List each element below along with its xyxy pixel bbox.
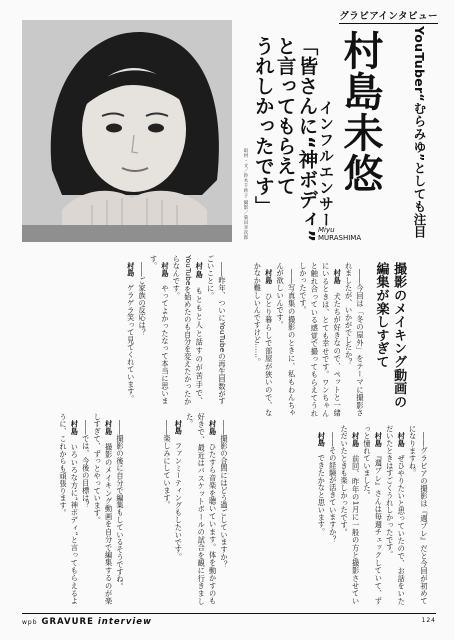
speaker-label: 村島 (104, 420, 114, 436)
body-paragraph (80, 413, 91, 605)
lead-line-1: 撮影のメイキング動画の (391, 262, 407, 409)
quote-line-3: うれしかったです」 (251, 36, 275, 216)
speaker-label: 村島 (264, 269, 274, 285)
body-paragraph (171, 255, 205, 405)
body-paragraph (58, 413, 81, 605)
subtitle: YouTuber“むらみゆ”としても注目 (412, 26, 427, 239)
paragraph-text: ――昨年、ついにYouTubeの再生回数がすごいことに。 (206, 255, 227, 405)
page-footer (22, 613, 436, 632)
body-text-block-5 (130, 413, 230, 605)
body-paragraph (362, 425, 385, 605)
footer-gravure: GRAVURE (41, 617, 94, 627)
footer-wpb: wpb (22, 619, 38, 626)
portrait-photo (22, 20, 232, 242)
body-paragraph (343, 262, 366, 417)
paragraph-text: 前回、昨年の1月に一般の方と撮影させていただいたときも楽しかったです。 (340, 425, 361, 605)
speaker-label: 村島 (333, 269, 343, 285)
body-paragraph (275, 262, 298, 417)
body-paragraph (115, 413, 126, 605)
body-paragraph (92, 413, 115, 605)
speaker-label: 村島 (374, 432, 384, 448)
paragraph-text: 撮影のメイキング動画を自分で編集するのが楽しすぎて、ずっとやっています。 (93, 413, 114, 605)
body-text-block-1 (234, 262, 366, 417)
paragraph-text: ――ご家族の反応は？ (138, 262, 148, 337)
body-text-block-4 (22, 413, 126, 605)
paragraph-text: 犬たちが好きなので、ペットと一緒にいるときは、とても幸せです。ワンちゃんと触れ合っている感覚で撮ってもらえてうれしかったです。 (298, 262, 343, 417)
speaker-label: 村島 (195, 262, 205, 280)
paragraph-text: ――では、今後の目標は？ (81, 420, 91, 509)
magazine-section-title (22, 617, 152, 627)
paragraph-text: ――今回は「冬の屋外」をテーマに撮影されましたが、いかがでしたか？ (344, 262, 365, 417)
paragraph-text: ――グラビアの撮影は『週プレ』だと今回が初めてになりますね。 (408, 425, 429, 605)
paragraph-text: できたかなと思います。 (317, 454, 327, 536)
paragraph-text: もともと人と話すのが苦手で、YouTubeを始めたのも自分を変えたかったからなんです。 (172, 255, 205, 405)
body-paragraph (252, 262, 275, 417)
romaji-first: Miyu (318, 226, 335, 234)
body-paragraph (162, 413, 173, 605)
paragraph-text: ――写真集の撮影のときに、私もわんちゃんが欲しいんです。 (276, 262, 297, 417)
romaji-last: MURASHIMA (318, 234, 362, 243)
speaker-label: 村島 (70, 420, 80, 436)
lead-line-2: 編集が楽しすぎて (373, 262, 389, 369)
paragraph-text: やってよかったなって本当に思います。 (149, 255, 170, 405)
romaji-name (318, 226, 378, 243)
speaker-label: 村島 (397, 432, 407, 448)
paragraph-text: ファンミーティングもしたいです。 (174, 442, 184, 561)
page-number: 124 (421, 617, 436, 624)
paragraph-text: ぜひやりたいと思っていたので、お話をいただいたときはすごくうれしかったです。 (385, 425, 407, 605)
headline-quote (252, 36, 317, 243)
body-paragraph (173, 413, 184, 605)
paragraph-text: ――撮影の後に自分で編集もしているそうですね。 (116, 420, 125, 591)
speaker-label: 村島 (317, 432, 327, 447)
speaker-label: 村島 (126, 262, 136, 277)
body-paragraph (137, 255, 148, 405)
paragraph-text: 『週プレ』さんは毎週チェックしていて、ずっと憧れていました。 (362, 425, 384, 605)
paragraph-text: ゲラゲラ笑って見てくれています。 (126, 284, 136, 403)
lead-text (372, 262, 407, 408)
body-paragraph (339, 425, 362, 605)
quote-line-2: と言ってもらえて (273, 36, 297, 196)
paragraph-text: ――楽しみにしています。 (162, 420, 172, 509)
body-paragraph (298, 262, 344, 417)
interviewee-role: インフルエンサー (317, 100, 335, 228)
body-text-block-3 (22, 255, 228, 405)
body-text-block-2 (234, 425, 430, 605)
interviewee-name: 村島未悠 (337, 30, 383, 194)
paragraph-text: ひたすら音楽を聴いています。体を動かすのも好きで、最近はバスケットボールの試合を観に行きました。 (185, 413, 218, 605)
body-paragraph (184, 413, 218, 605)
body-paragraph (316, 425, 327, 605)
paragraph-text: ――撮影の合間にはどう過ごしていますか？ (220, 420, 229, 569)
speaker-label: 村島 (160, 262, 170, 278)
footer-interview: interview (97, 617, 152, 627)
section-header-label: グラビアインタビュー (339, 8, 438, 24)
quote-line-1: 「皆さんに“神ボディ” (295, 36, 319, 243)
paragraph-text: ひとり暮らしで部屋が狭いので、なかなか難しいんですけど……。 (253, 262, 274, 417)
body-paragraph (327, 425, 338, 605)
body-paragraph (219, 413, 230, 605)
body-paragraph (205, 255, 228, 405)
body-paragraph (125, 255, 136, 405)
photo-credit: 取材・文／鈴木千紗子 撮影／菊田幸次郎 (243, 148, 248, 240)
body-paragraph (407, 425, 430, 605)
speaker-label: 村島 (208, 420, 218, 436)
speaker-label: 村島 (174, 420, 184, 435)
paragraph-text: ――その経験が活きていますか？ (328, 432, 338, 544)
paragraph-text: いろいろな方に“神ボディ”と言ってもらえるように、これからも頑張ります。 (58, 413, 80, 605)
body-paragraph (384, 425, 407, 605)
speaker-label: 村島 (351, 432, 361, 448)
body-paragraph (148, 255, 171, 405)
